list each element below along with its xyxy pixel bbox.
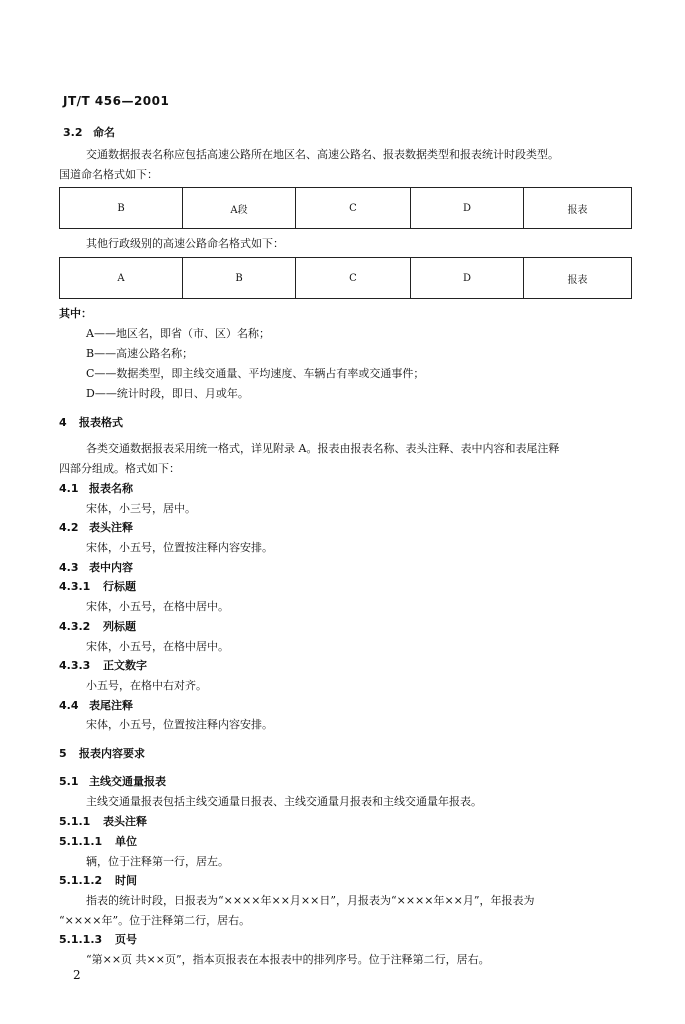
paragraph: “第××页 共××页”，指本页报表在本报表中的排列序号。位于注释第二行，居右。	[86, 953, 490, 966]
paragraph: 主线交通量报表包括主线交通量日报表、主线交通量月报表和主线交通量年报表。	[86, 795, 482, 808]
section-heading-5-1-1-2	[59, 874, 137, 888]
paragraph: 宋体，小五号，位置按注释内容安排。	[86, 718, 273, 731]
section-title: 列标题	[103, 620, 136, 633]
paragraph: 国道命名格式如下：	[59, 168, 158, 181]
section-number: 4.4	[59, 699, 79, 712]
section-heading-4-2	[59, 521, 133, 535]
section-heading-4	[59, 416, 123, 430]
paragraph: “××××年”。位于注释第二行，居右。	[59, 914, 251, 927]
definition-item: A——地区名，即省（市、区）名称；	[86, 327, 270, 340]
section-number: 3.2	[63, 126, 83, 139]
table-cell: D	[411, 258, 524, 299]
section-title: 时间	[115, 874, 137, 887]
paragraph: 宋体，小五号，位置按注释内容安排。	[86, 541, 273, 554]
section-number: 5.1	[59, 775, 79, 788]
section-heading-5-1-1-3	[59, 933, 137, 947]
definition-item: B——高速公路名称；	[86, 347, 194, 360]
section-number: 4.3.3	[59, 659, 91, 672]
section-heading-3-2	[63, 126, 115, 140]
standard-code-header: JT/T 456—2001	[63, 94, 170, 108]
paragraph: 其他行政级别的高速公路命名格式如下：	[86, 237, 284, 250]
section-title: 报表格式	[79, 416, 123, 429]
table-cell: C	[296, 188, 411, 229]
section-number: 4.3.1	[59, 580, 91, 593]
naming-format-table-national	[59, 187, 632, 229]
section-heading-4-3-1	[59, 580, 136, 594]
section-heading-4-3-2	[59, 620, 136, 634]
section-heading-4-3-3	[59, 659, 147, 673]
section-number: 5.1.1	[59, 815, 91, 828]
section-number: 5.1.1.2	[59, 874, 103, 887]
section-title: 表中内容	[89, 561, 133, 574]
paragraph: 交通数据报表名称应包括高速公路所在地区名、高速公路名、报表数据类型和报表统计时段类型。	[86, 148, 559, 161]
table-cell: 报表	[524, 188, 632, 229]
section-title: 表尾注释	[89, 699, 133, 712]
paragraph: 宋体，小三号，居中。	[86, 502, 196, 515]
section-heading-4-4	[59, 699, 133, 713]
definition-item: C——数据类型，即主线交通量、平均速度、车辆占有率或交通事件；	[86, 367, 425, 380]
section-title: 页号	[115, 933, 137, 946]
section-number: 4.3	[59, 561, 79, 574]
paragraph: 宋体，小五号，在格中居中。	[86, 640, 229, 653]
paragraph: 小五号，在格中右对齐。	[86, 679, 207, 692]
section-title: 表头注释	[89, 521, 133, 534]
paragraph: 各类交通数据报表采用统一格式，详见附录 A。报表由报表名称、表头注释、表中内容和表尾注释	[86, 442, 560, 455]
section-title: 命名	[93, 126, 115, 139]
section-number: 5.1.1.3	[59, 933, 103, 946]
section-heading-5-1-1-1	[59, 835, 137, 849]
section-number: 4	[59, 416, 67, 429]
section-number: 4.1	[59, 482, 79, 495]
section-title: 表头注释	[103, 815, 147, 828]
section-title: 报表名称	[89, 482, 133, 495]
naming-format-table-other	[59, 257, 632, 299]
paragraph: 指表的统计时段，日报表为“××××年××月××日”，月报表为“××××年××月”，年报表为	[86, 894, 535, 907]
paragraph: 四部分组成。格式如下：	[59, 462, 180, 475]
section-heading-5	[59, 747, 145, 761]
section-title: 主线交通量报表	[89, 775, 166, 788]
paragraph: 宋体，小五号，在格中居中。	[86, 600, 229, 613]
definition-item: D——统计时段，即日、月或年。	[86, 387, 249, 400]
table-cell: C	[296, 258, 411, 299]
table-cell: D	[411, 188, 524, 229]
section-heading-5-1	[59, 775, 166, 789]
section-number: 5	[59, 747, 67, 760]
section-title: 报表内容要求	[79, 747, 145, 760]
table-cell: A段	[183, 188, 296, 229]
paragraph: 辆，位于注释第一行，居左。	[86, 855, 229, 868]
section-number: 4.3.2	[59, 620, 91, 633]
table-cell: B	[60, 188, 183, 229]
section-title: 行标题	[103, 580, 136, 593]
section-heading-4-1	[59, 482, 133, 496]
where-label: 其中：	[59, 307, 92, 320]
table-cell: A	[60, 258, 183, 299]
section-title: 正文数字	[103, 659, 147, 672]
section-number: 4.2	[59, 521, 79, 534]
table-cell: 报表	[524, 258, 632, 299]
page-number: 2	[73, 968, 81, 982]
section-heading-4-3	[59, 561, 133, 575]
section-number: 5.1.1.1	[59, 835, 103, 848]
section-title: 单位	[115, 835, 137, 848]
table-cell: B	[183, 258, 296, 299]
section-heading-5-1-1	[59, 815, 147, 829]
